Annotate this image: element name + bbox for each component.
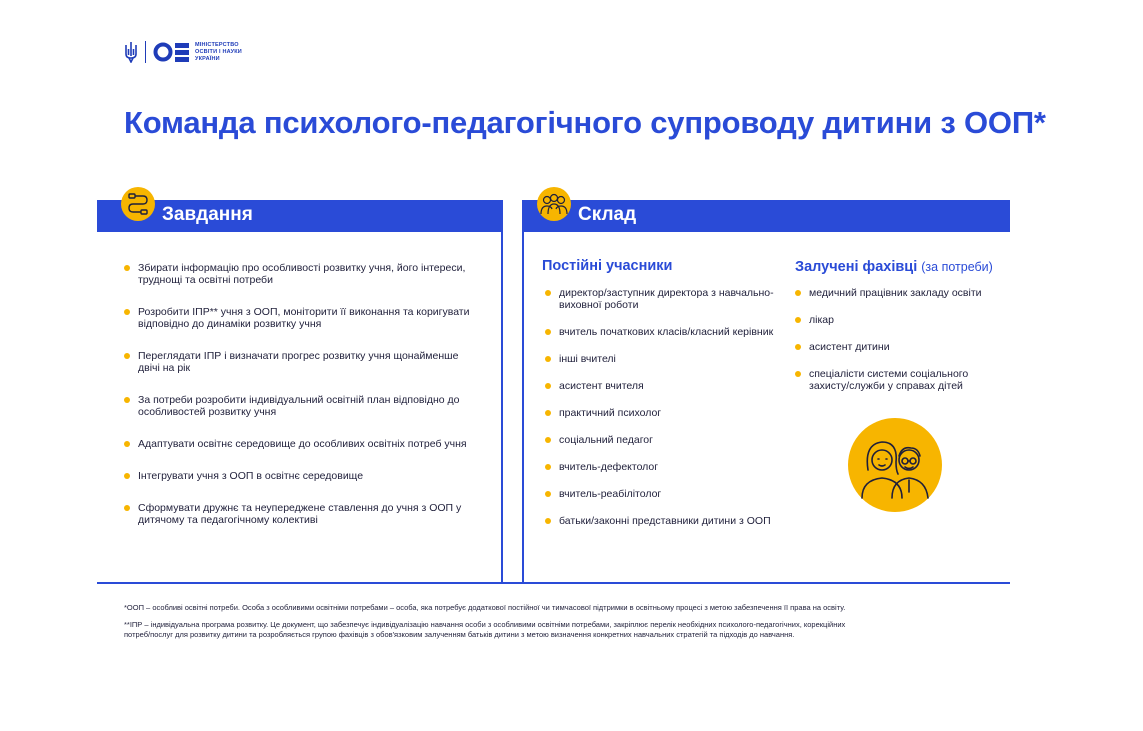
list-item: лікар xyxy=(795,314,995,326)
team-icon xyxy=(537,187,571,221)
list-item: директор/заступник директора з навчально-виховної роботи xyxy=(545,287,780,311)
right-column-border xyxy=(522,232,524,583)
list-item: Розробити ІПР** учня з ООП, моніторити її виконання та коригувати відповідно до динаміки розвитку учня xyxy=(124,306,474,330)
involved-heading-text: Залучені фахівці xyxy=(795,259,918,275)
footnote-ipr xyxy=(124,620,845,640)
ministry-line: УКРАЇНИ xyxy=(195,55,220,62)
mon-blocks-icon xyxy=(175,42,189,62)
list-item: вчитель початкових класів/класний керівник xyxy=(545,326,780,338)
left-column-border xyxy=(501,232,503,583)
composition-heading: Склад xyxy=(578,204,637,225)
list-item: Адаптувати освітнє середовище до особливих освітніх потреб учня xyxy=(124,438,474,450)
list-item: батьки/законні представники дитини з ООП xyxy=(545,515,780,527)
ministry-line: МІНІСТЕРСТВО xyxy=(195,41,239,48)
flow-icon xyxy=(121,187,155,221)
list-item: вчитель-реабілітолог xyxy=(545,488,780,500)
permanent-members-heading: Постійні учасники xyxy=(542,258,673,274)
tasks-list xyxy=(124,262,474,546)
permanent-members-list xyxy=(545,287,780,542)
tasks-heading: Завдання xyxy=(162,204,253,225)
footnote-ipr-line: **ІПР – індивідуальна програма розвитку. Це документ, що забезпечує індивідуалізацію навчання особи з особливими освітніми потребами, закріплює перелік необхідних психолого-педагогічних, корекційних xyxy=(124,620,846,629)
involved-specialists-heading xyxy=(795,259,993,275)
list-item: Сформувати дружнє та неупереджене ставлення до учня з ООП у дитячому та педагогічному колективі xyxy=(124,502,474,526)
people-illustration xyxy=(848,418,942,512)
list-item: інші вчителі xyxy=(545,353,780,365)
list-item: асистент дитини xyxy=(795,341,995,353)
ministry-line: ОСВІТИ І НАУКИ xyxy=(195,48,242,55)
list-item: практичний психолог xyxy=(545,407,780,419)
list-item: Збирати інформацію про особливості розвитку учня, його інтереси, труднощі та освітні потреби xyxy=(124,262,474,286)
bottom-border xyxy=(97,582,1010,584)
ministry-name xyxy=(195,42,242,63)
footnote-oop: *ООП – особливі освітні потреби. Особа з особливими освітніми потребами – особа, яка потребує додаткової постійної чи тимчасової підтримки в освітньому процесі з метою забезпечення її права на освіту. xyxy=(124,603,846,612)
list-item: За потреби розробити індивідуальний освітній план відповідно до особливостей розвитку учня xyxy=(124,394,474,418)
footnote-ipr-line: потреб/послуг для розвитку дитини та розробляється групою фахівців з обов'язковим залученням батьків дитини з метою визначення конкретних навчальних стратегій та підходів до навчання. xyxy=(124,630,795,639)
ministry-logo xyxy=(124,37,242,67)
mon-o-icon xyxy=(153,42,173,62)
list-item: Переглядати ІПР і визначати прогрес розвитку учня щонайменше двічі на рік xyxy=(124,350,474,374)
involved-heading-note: (за потреби) xyxy=(921,260,993,274)
list-item: Інтегрувати учня з ООП в освітнє середовище xyxy=(124,470,474,482)
composition-icon-circle xyxy=(537,187,571,221)
logo-divider xyxy=(145,41,146,63)
tasks-icon-circle xyxy=(121,187,155,221)
page-title: Команда психолого-педагогічного супроводу дитини з ООП* xyxy=(124,105,1046,140)
trident-icon xyxy=(124,41,138,63)
list-item: медичний працівник закладу освіти xyxy=(795,287,995,299)
list-item: спеціалісти системи соціального захисту/служби у справах дітей xyxy=(795,368,995,392)
list-item: вчитель-дефектолог xyxy=(545,461,780,473)
involved-specialists-list xyxy=(795,287,995,407)
tasks-header-bar xyxy=(97,200,503,232)
two-people-icon xyxy=(848,418,942,512)
list-item: соціальний педагог xyxy=(545,434,780,446)
list-item: асистент вчителя xyxy=(545,380,780,392)
